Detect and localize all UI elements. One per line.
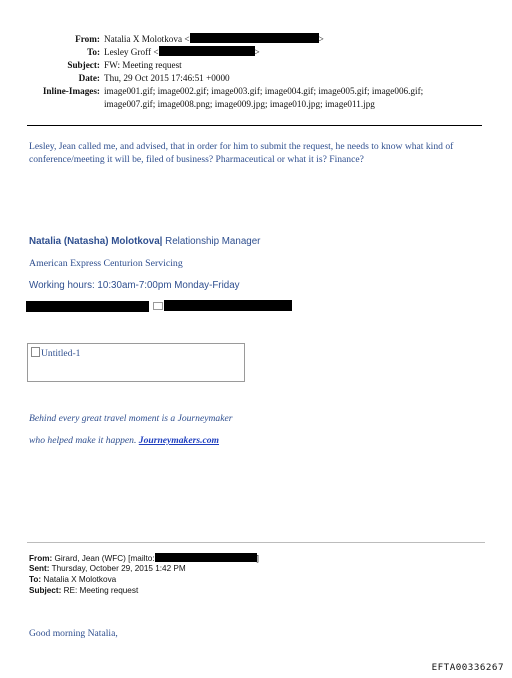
forward-subject-value: RE: Meeting request bbox=[63, 586, 139, 595]
forward-from-label: From: bbox=[29, 554, 53, 563]
from-value: Natalia X Molotkova < bbox=[104, 34, 190, 44]
image-alt-text: Untitled-1 bbox=[41, 348, 81, 359]
date-label: Date: bbox=[78, 73, 100, 83]
signature-image-placeholder bbox=[27, 343, 245, 382]
subject-value: FW: Meeting request bbox=[104, 60, 182, 70]
forward-to-row bbox=[29, 575, 116, 585]
to-close: > bbox=[254, 47, 260, 57]
from-close: > bbox=[318, 34, 324, 44]
to-value: Lesley Groff < bbox=[104, 47, 159, 57]
redaction-bar bbox=[159, 46, 255, 56]
forward-subject-label: Subject: bbox=[29, 586, 62, 595]
header-inline-row bbox=[0, 85, 512, 98]
tagline-2-text: who helped make it happen. bbox=[29, 435, 139, 446]
signature-name: Natalia (Natasha) Molotkova| bbox=[29, 236, 163, 247]
header-divider bbox=[27, 125, 482, 126]
forward-from-row bbox=[29, 553, 259, 564]
inline-images-line1: image001.gif; image002.gif; image003.gif; image004.gif; image005.gif; image006.gif; bbox=[104, 86, 424, 96]
to-label: To: bbox=[87, 47, 100, 57]
forward-from-close: ] bbox=[256, 554, 259, 563]
inline-images-label: Inline-Images: bbox=[42, 86, 100, 96]
signature-contact-row bbox=[26, 300, 296, 314]
redaction-bar bbox=[26, 301, 149, 312]
header-from-row bbox=[0, 33, 512, 46]
signature-hours: Working hours: 10:30am-7:00pm Monday-Friday bbox=[29, 280, 240, 291]
forward-from-value: Girard, Jean (WFC) [mailto: bbox=[54, 554, 155, 563]
body-line-2: conference/meeting it will be, filed of business? Pharmaceutical or what it is? Finance? bbox=[29, 154, 364, 165]
subject-label: Subject: bbox=[67, 60, 100, 70]
date-value: Thu, 29 Oct 2015 17:46:51 +0000 bbox=[104, 73, 230, 83]
greeting: Good morning Natalia, bbox=[29, 628, 118, 639]
forward-sent-value: Thursday, October 29, 2015 1:42 PM bbox=[51, 564, 186, 573]
header-inline-row-2 bbox=[0, 98, 512, 111]
body-line-1: Lesley, Jean called me, and advised, that in order for him to submit the request, he needs to know what kind of bbox=[29, 141, 454, 152]
signature-company: American Express Centurion Servicing bbox=[29, 258, 183, 269]
signature-role: Relationship Manager bbox=[162, 236, 261, 247]
forward-sent-row bbox=[29, 564, 186, 574]
forward-sent-label: Sent: bbox=[29, 564, 50, 573]
inline-images-line2: image007.gif; image008.png; image009.jpg; image010.jpg; image011.jpg bbox=[104, 99, 375, 109]
forward-to-value: Natalia X Molotkova bbox=[43, 575, 117, 584]
document-id: EFTA00336267 bbox=[431, 662, 504, 673]
header-subject-row bbox=[0, 59, 512, 72]
header-to-row bbox=[0, 46, 512, 59]
forward-to-label: To: bbox=[29, 575, 42, 584]
signature-tagline-2 bbox=[29, 435, 219, 446]
forward-divider bbox=[27, 542, 485, 543]
from-label: From: bbox=[75, 34, 100, 44]
email-icon bbox=[153, 302, 163, 310]
broken-image-icon bbox=[31, 347, 40, 357]
journeymakers-link[interactable]: Journeymakers.com bbox=[138, 435, 219, 446]
signature-name-line bbox=[29, 236, 260, 247]
forward-subject-row bbox=[29, 586, 138, 596]
redaction-bar bbox=[190, 33, 319, 43]
header-date-row bbox=[0, 72, 512, 85]
signature-tagline-1: Behind every great travel moment is a Journeymaker bbox=[29, 413, 233, 424]
email-header bbox=[0, 33, 512, 113]
redaction-bar bbox=[164, 300, 292, 311]
redaction-bar bbox=[155, 553, 257, 562]
